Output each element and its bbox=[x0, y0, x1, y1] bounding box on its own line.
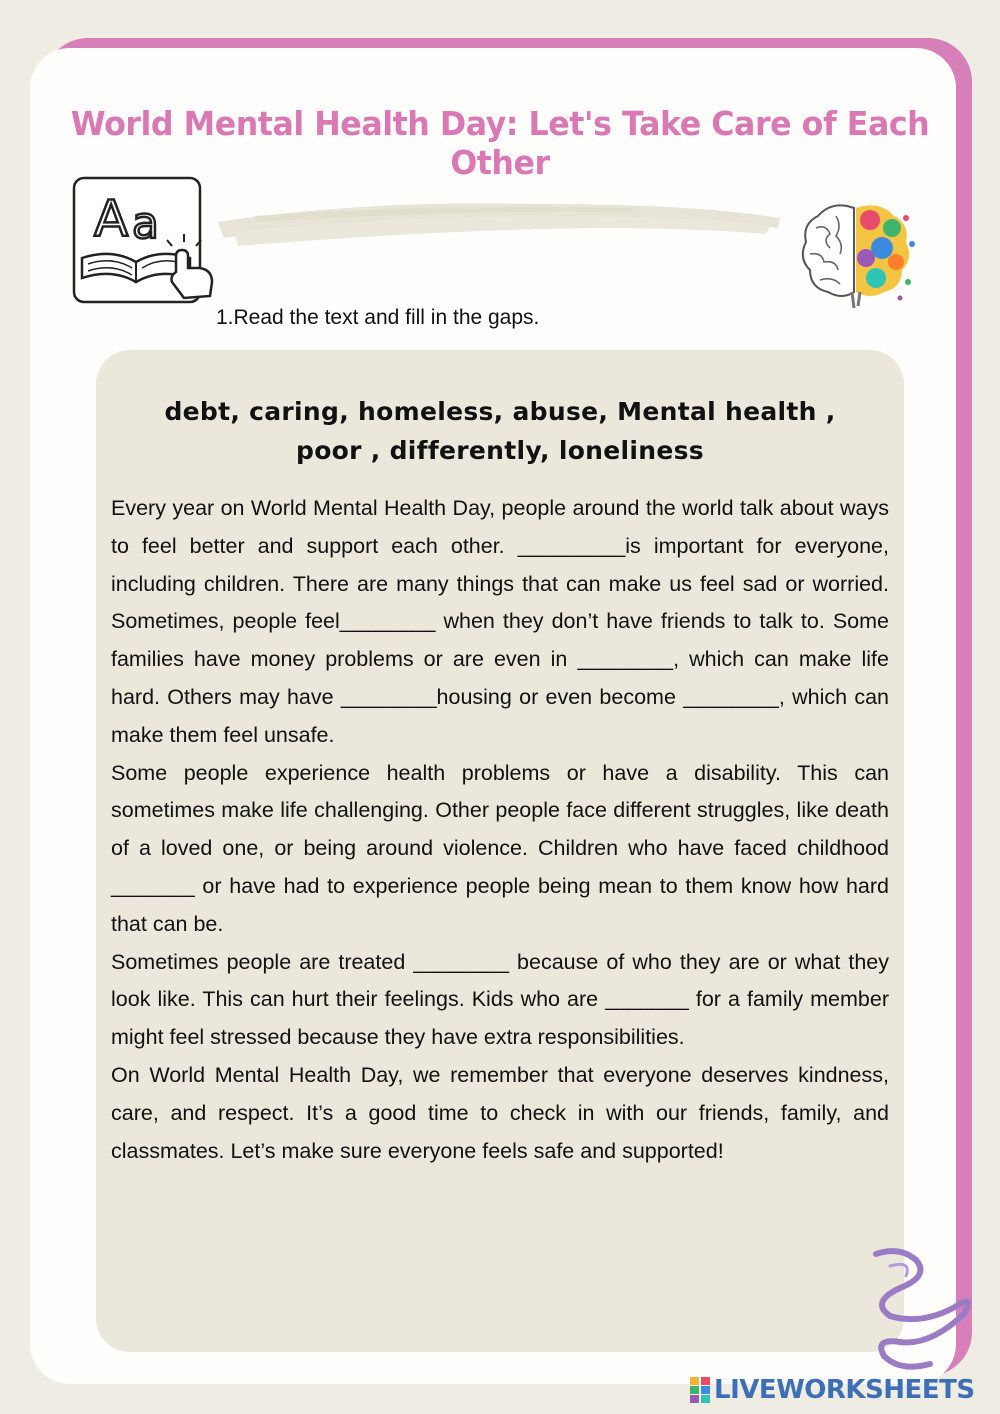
passage-paragraph-4: On World Mental Health Day, we remember that everyone deserves kindness, care, and respect. It’s a good time to check in with our friends, family, and classmates. Let’s make sure everyone feels safe and supported! bbox=[111, 1062, 889, 1163]
passage-paragraph-3: Sometimes people are treated ________ because of who they are or what they look like. This can hurt their feelings. Kids who are _______ for a family member might feel stressed because they have extra responsibilities. bbox=[111, 949, 889, 1050]
liveworksheets-logo-icon bbox=[690, 1377, 710, 1403]
word-bank-line-2: poor , differently, loneliness bbox=[296, 436, 704, 465]
passage bbox=[111, 490, 889, 1170]
brush-stroke bbox=[214, 194, 784, 256]
word-bank-line-1: debt, caring, homeless, abuse, Mental health , bbox=[164, 397, 836, 426]
squiggle-decoration bbox=[860, 1246, 980, 1382]
watermark bbox=[690, 1373, 975, 1407]
svg-text:A: A bbox=[94, 190, 129, 248]
passage-paragraph-2: Some people experience health problems or have a disability. This can sometimes make life challenging. Other people face different struggles, like death of a loved one, or being around violence. Children who have faced childhood _______ or have had to experience people being mean to them know how hard that can be. bbox=[111, 760, 889, 936]
word-bank bbox=[96, 392, 904, 470]
dictionary-icon bbox=[72, 176, 222, 306]
page-title: World Mental Health Day: Let's Take Care of Each Other bbox=[70, 104, 930, 182]
passage-paragraph-1: Every year on World Mental Health Day, people around the world talk about ways to feel better and support each other. _________is important for everyone, including children. There are many things that can make us feel sad or worried. Sometimes, people feel________ when they don’t have friends to talk to. Some families have money problems or are even in ________, which can make life hard. Others may have ________housing or even become ________, which can make them feel unsafe. bbox=[111, 496, 889, 747]
brain-icon bbox=[796, 196, 916, 312]
instruction-text: 1.Read the text and fill in the gaps. bbox=[216, 306, 540, 329]
svg-text:a: a bbox=[132, 198, 159, 249]
watermark-text: LIVEWORKSHEETS bbox=[714, 1375, 975, 1405]
